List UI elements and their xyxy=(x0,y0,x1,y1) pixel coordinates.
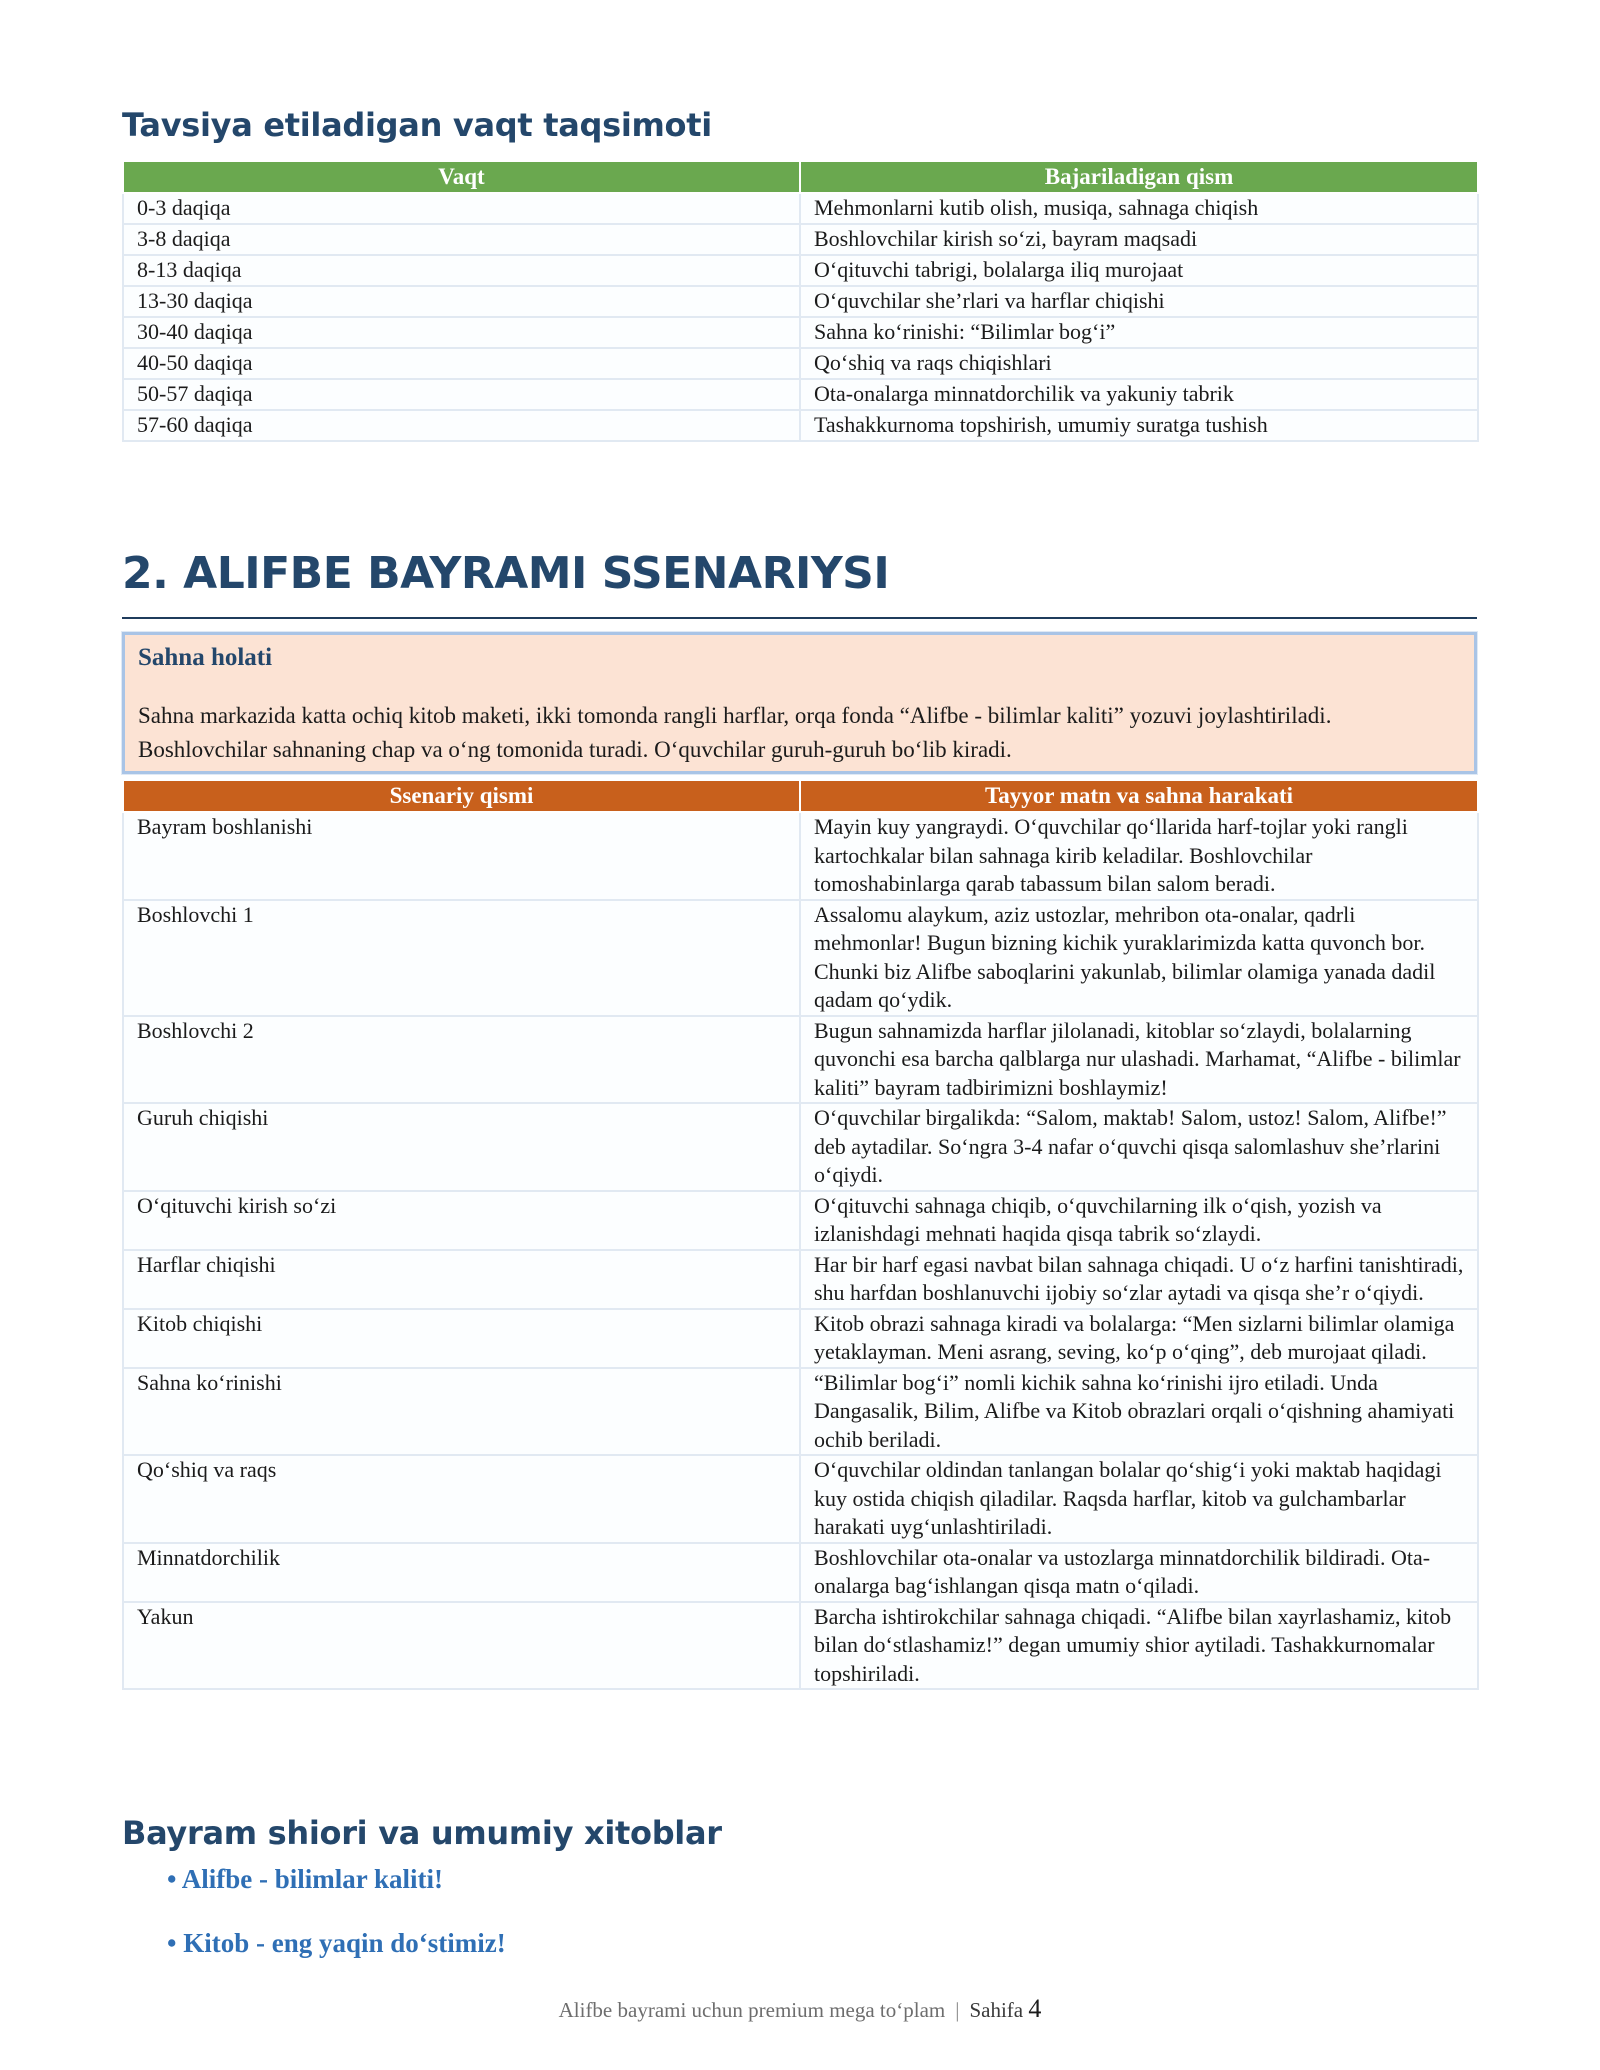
script-row xyxy=(123,1543,1478,1602)
stage-box-text: Sahna markazida katta ochiq kitob maketi, ikki tomonda rangli harflar, orqa fonda “Alifbe - bilimlar kaliti” yozuvi joylashtiriladi. Boshlovchilar sahnaning chap va o‘ng tomonida turadi. O‘quvchilar guruh-guruh bo‘lib kiradi. xyxy=(138,703,1332,762)
schedule-row-text-cell: Mehmonlarni kutib olish, musiqa, sahnaga chiqish xyxy=(800,193,1478,224)
script-row-label-cell: O‘qituvchi kirish so‘zi xyxy=(123,1191,800,1250)
script-row-text-cell: “Bilimlar bog‘i” nomli kichik sahna ko‘rinishi ijro etiladi. Unda Dangasalik, Bilim, Alifbe va Kitob obrazlari orqali o‘qishning ahamiyati ochib beriladi. xyxy=(800,1368,1478,1456)
script-row-text-cell: Bugun sahnamizda harflar jilolanadi, kitoblar so‘zlaydi, bolalarning quvonchi esa barcha qalblarga nur ulashadi. Marhamat, “Alifbe - bilimlar kaliti” bayram tadbirimizni boshlaymiz! xyxy=(800,1016,1478,1104)
script-row-text-cell: Assalomu alaykum, aziz ustozlar, mehribon ota-onalar, qadrli mehmonlar! Bugun bizning kichik yuraklarimizda katta quvonch bor. Chunki biz Alifbe saboqlarini yakunlab, bilimlar olamiga yanada dadil qadam qo‘ydik. xyxy=(800,900,1478,1016)
script-row-label-cell: Minnatdorchilik xyxy=(123,1543,800,1602)
script-row xyxy=(123,1016,1478,1104)
schedule-row xyxy=(123,379,1478,410)
script-row-text-cell: O‘quvchilar oldindan tanlangan bolalar qo‘shig‘i yoki maktab haqidagi kuy ostida chiqish qiladilar. Raqsda harflar, kitob va gulchambarlar harakati uyg‘unlashtiriladi. xyxy=(800,1455,1478,1543)
script-table xyxy=(122,779,1479,1690)
script-row-text-cell: Har bir harf egasi navbat bilan sahnaga chiqadi. U o‘z harfini tanishtiradi, shu harfdan boshlanuvchi ijobiy so‘zlar aytadi va qisqa she’r o‘qiydi. xyxy=(800,1250,1478,1309)
footer-page-label: Sahifa xyxy=(969,1998,1024,2022)
schedule-row-label-cell: 8-13 daqiqa xyxy=(123,255,800,286)
script-row xyxy=(123,900,1478,1016)
schedule-col-part: Bajariladigan qism xyxy=(800,161,1478,193)
script-row xyxy=(123,1103,1478,1191)
section-title: 2. ALIFBE BAYRAMI SSENARIYSI xyxy=(122,548,890,599)
slogans-heading: Bayram shiori va umumiy xitoblar xyxy=(122,1814,722,1852)
schedule-row xyxy=(123,255,1478,286)
stage-box-title: Sahna holati xyxy=(138,644,273,671)
slogan-item: • Alifbe - bilimlar kaliti! xyxy=(167,1864,443,1894)
script-header-row xyxy=(123,780,1478,812)
schedule-table xyxy=(122,160,1479,442)
schedule-row-text-cell: Sahna ko‘rinishi: “Bilimlar bog‘i” xyxy=(800,317,1478,348)
schedule-row xyxy=(123,286,1478,317)
schedule-row-text-cell: Tashakkurnoma topshirish, umumiy suratga tushish xyxy=(800,410,1478,441)
script-body xyxy=(123,812,1478,1689)
schedule-row xyxy=(123,224,1478,255)
script-row-label-cell: Kitob chiqishi xyxy=(123,1309,800,1368)
script-row xyxy=(123,1191,1478,1250)
footer-separator: | xyxy=(955,1998,960,2022)
script-row-text-cell: Mayin kuy yangraydi. O‘quvchilar qo‘llarida harf-tojlar yoki rangli kartochkalar bilan sahnaga kirib keladilar. Boshlovchilar tomoshabinlarga qarab tabassum bilan salom beradi. xyxy=(800,812,1478,900)
script-row-label-cell: Guruh chiqishi xyxy=(123,1103,800,1191)
schedule-row-label-cell: 3-8 daqiqa xyxy=(123,224,800,255)
script-col-part: Ssenariy qismi xyxy=(123,780,800,812)
schedule-row xyxy=(123,193,1478,224)
schedule-row xyxy=(123,410,1478,441)
script-row-text-cell: Kitob obrazi sahnaga kiradi va bolalarga: “Men sizlarni bilimlar olamiga yetaklayman. Meni asrang, seving, ko‘p o‘qing”, deb murojaat qiladi. xyxy=(800,1309,1478,1368)
footer-text: Alifbe bayrami uchun premium mega to‘plam xyxy=(558,1998,946,2022)
schedule-row-label-cell: 40-50 daqiqa xyxy=(123,348,800,379)
schedule-header-row xyxy=(123,161,1478,193)
script-row-text-cell: Boshlovchilar ota-onalar va ustozlarga minnatdorchilik bildiradi. Ota-onalarga bag‘ishlangan qisqa matn o‘qiladi. xyxy=(800,1543,1478,1602)
script-row-text-cell: Barcha ishtirokchilar sahnaga chiqadi. “Alifbe bilan xayrlashamiz, kitob bilan do‘stlashamiz!” degan umumiy shior aytiladi. Tashakkurnomalar topshiriladi. xyxy=(800,1602,1478,1690)
stage-box xyxy=(122,632,1477,774)
script-row-text-cell: O‘qituvchi sahnaga chiqib, o‘quvchilarning ilk o‘qish, yozish va izlanishdagi mehnati haqida qisqa tabrik so‘zlaydi. xyxy=(800,1191,1478,1250)
schedule-row-label-cell: 57-60 daqiqa xyxy=(123,410,800,441)
script-row-label-cell: Qo‘shiq va raqs xyxy=(123,1455,800,1543)
schedule-row-text-cell: Qo‘shiq va raqs chiqishlari xyxy=(800,348,1478,379)
script-row-label-cell: Boshlovchi 1 xyxy=(123,900,800,1016)
script-row xyxy=(123,1250,1478,1309)
schedule-row-text-cell: Ota-onalarga minnatdorchilik va yakuniy tabrik xyxy=(800,379,1478,410)
slogans-list xyxy=(167,1862,506,1990)
schedule-row-label-cell: 0-3 daqiqa xyxy=(123,193,800,224)
schedule-row xyxy=(123,348,1478,379)
script-row-label-cell: Sahna ko‘rinishi xyxy=(123,1368,800,1456)
schedule-col-time: Vaqt xyxy=(123,161,800,193)
footer-page-number: 4 xyxy=(1028,1994,1042,2023)
script-row xyxy=(123,1602,1478,1690)
schedule-row-label-cell: 30-40 daqiqa xyxy=(123,317,800,348)
page-footer xyxy=(0,1994,1600,2024)
script-row-label-cell: Yakun xyxy=(123,1602,800,1690)
schedule-row-text-cell: O‘quvchilar she’rlari va harflar chiqishi xyxy=(800,286,1478,317)
script-row xyxy=(123,1368,1478,1456)
script-row xyxy=(123,812,1478,900)
script-col-text: Tayyor matn va sahna harakati xyxy=(800,780,1478,812)
schedule-row-label-cell: 13-30 daqiqa xyxy=(123,286,800,317)
script-row xyxy=(123,1455,1478,1543)
section-divider xyxy=(122,617,1477,619)
schedule-body xyxy=(123,193,1478,441)
schedule-row-label-cell: 50-57 daqiqa xyxy=(123,379,800,410)
script-row-label-cell: Harflar chiqishi xyxy=(123,1250,800,1309)
script-row-label-cell: Bayram boshlanishi xyxy=(123,812,800,900)
schedule-row-text-cell: Boshlovchilar kirish so‘zi, bayram maqsadi xyxy=(800,224,1478,255)
schedule-heading: Tavsiya etiladigan vaqt taqsimoti xyxy=(122,106,712,144)
script-row-label-cell: Boshlovchi 2 xyxy=(123,1016,800,1104)
script-row-text-cell: O‘quvchilar birgalikda: “Salom, maktab! Salom, ustoz! Salom, Alifbe!” deb aytadilar. So‘ngra 3-4 nafar o‘quvchi qisqa salomlashuv she’rlarini o‘qiydi. xyxy=(800,1103,1478,1191)
schedule-row-text-cell: O‘qituvchi tabrigi, bolalarga iliq murojaat xyxy=(800,255,1478,286)
script-row xyxy=(123,1309,1478,1368)
schedule-row xyxy=(123,317,1478,348)
slogan-item: • Kitob - eng yaqin do‘stimiz! xyxy=(167,1928,506,1958)
